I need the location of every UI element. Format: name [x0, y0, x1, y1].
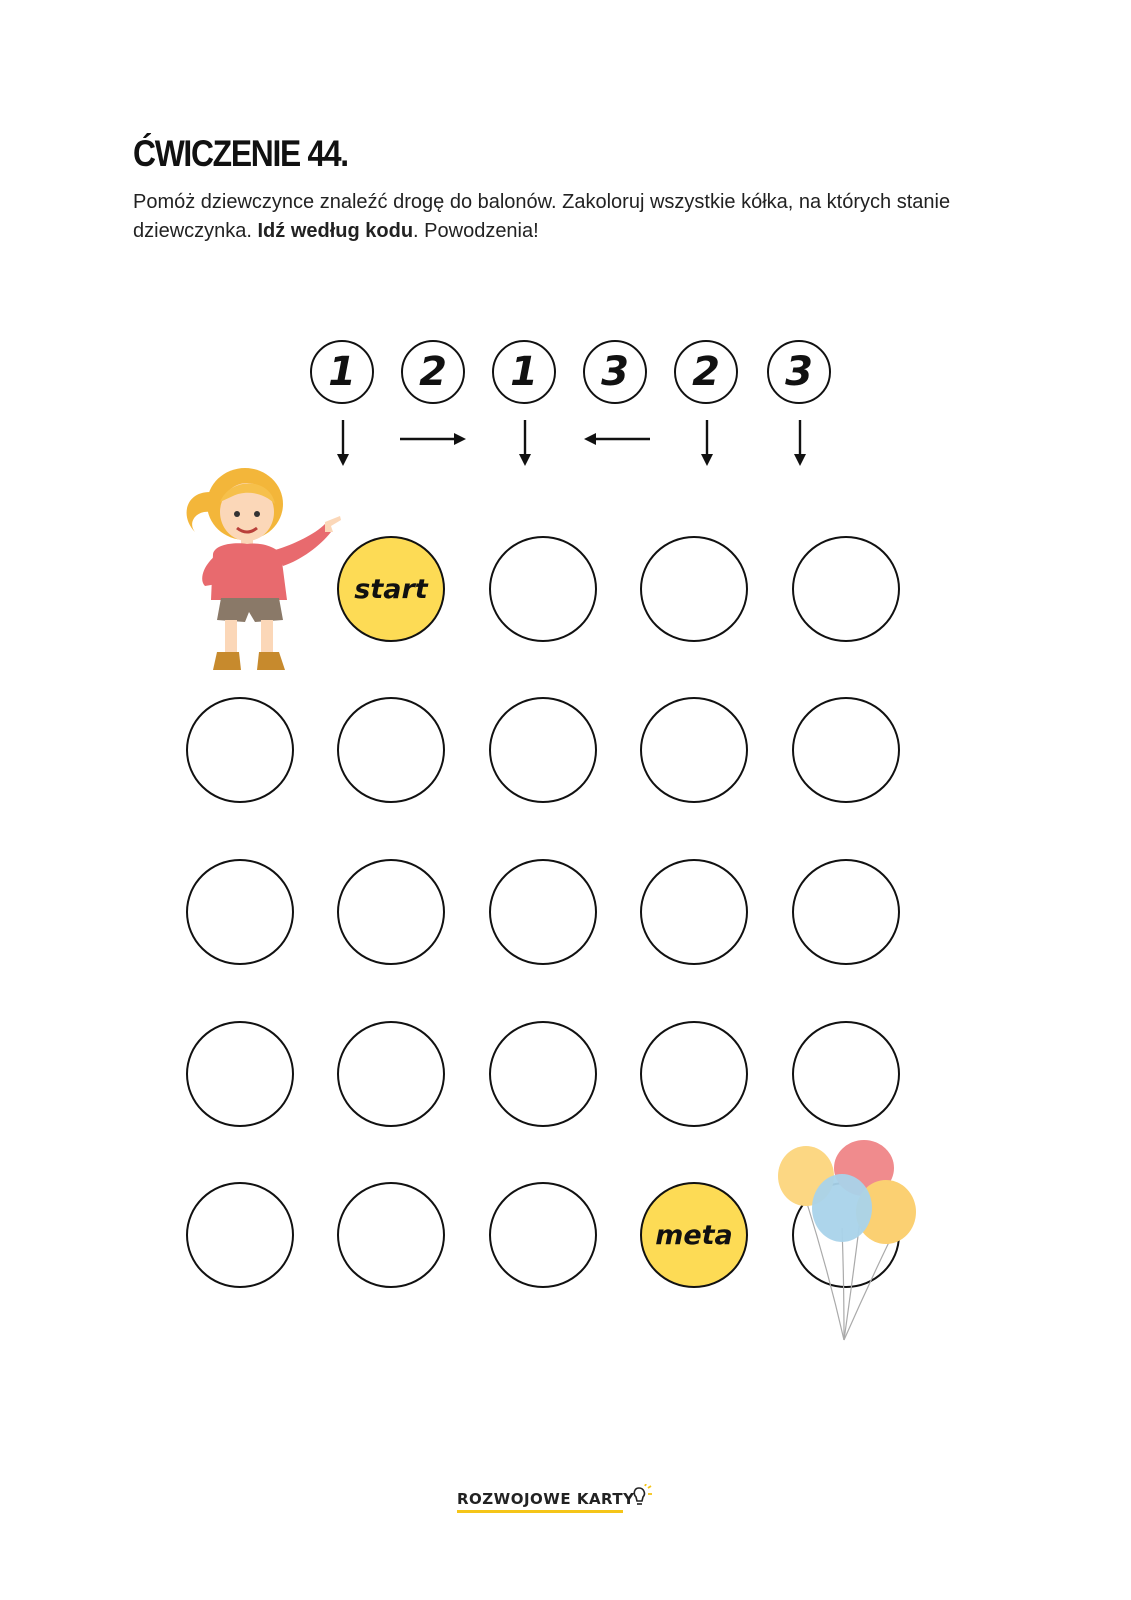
code-number-2: 2	[401, 340, 465, 404]
path-circle-r3-c5[interactable]	[792, 859, 900, 965]
instructions	[133, 188, 1013, 246]
lightbulb-icon	[629, 1484, 653, 1508]
code-number-6: 3	[767, 340, 831, 404]
path-circle-r2-c5[interactable]	[792, 697, 900, 803]
arrow-right-icon	[398, 429, 468, 449]
brand-underline	[457, 1510, 623, 1513]
exercise-title: ĆWICZENIE 44.	[133, 133, 348, 174]
instructions-bold: Idź według kodu	[257, 220, 414, 242]
code-number-5: 2	[674, 340, 738, 404]
code-number-3: 1	[492, 340, 556, 404]
instructions-text: Pomóż dziewczynce znaleźć drogę do balonów. Zakoloruj wszystkie kółka, na których stanie dziewczynka.	[133, 191, 951, 242]
path-circle-r1-c4[interactable]	[640, 536, 748, 642]
arrow-down-icon	[790, 420, 810, 468]
arrow-down-icon	[697, 420, 717, 468]
path-circle-r1-c5[interactable]	[792, 536, 900, 642]
code-number-4: 3	[583, 340, 647, 404]
path-circle-r4-c4[interactable]	[640, 1021, 748, 1127]
path-circle-r5-c1[interactable]	[186, 1182, 294, 1288]
instructions-ending: . Powodzenia!	[413, 220, 539, 242]
path-circle-r3-c2[interactable]	[337, 859, 445, 965]
path-circle-r2-c1[interactable]	[186, 697, 294, 803]
code-number-1: 1	[310, 340, 374, 404]
path-circle-r4-c1[interactable]	[186, 1021, 294, 1127]
path-circle-r3-c4[interactable]	[640, 859, 748, 965]
path-circle-r2-c3[interactable]	[489, 697, 597, 803]
path-circle-r4-c3[interactable]	[489, 1021, 597, 1127]
path-circle-r4-c5[interactable]	[792, 1021, 900, 1127]
path-circle-r1-c3[interactable]	[489, 536, 597, 642]
path-circle-r4-c2[interactable]	[337, 1021, 445, 1127]
arrow-down-icon	[515, 420, 535, 468]
path-circle-r5-c3[interactable]	[489, 1182, 597, 1288]
path-circle-r2-c4[interactable]	[640, 697, 748, 803]
path-circle-r3-c3[interactable]	[489, 859, 597, 965]
arrow-down-icon	[333, 420, 353, 468]
path-circle-r3-c1[interactable]	[186, 859, 294, 965]
girl-pointing-illustration	[175, 462, 345, 677]
arrow-left-icon	[582, 429, 652, 449]
brand-footer: ROZWOJOWE KARTY	[457, 1490, 635, 1508]
path-circle-r2-c2[interactable]	[337, 697, 445, 803]
finish-circle[interactable]: meta	[640, 1182, 748, 1288]
balloons-illustration	[778, 1140, 920, 1345]
start-circle[interactable]: start	[337, 536, 445, 642]
path-circle-r5-c2[interactable]	[337, 1182, 445, 1288]
